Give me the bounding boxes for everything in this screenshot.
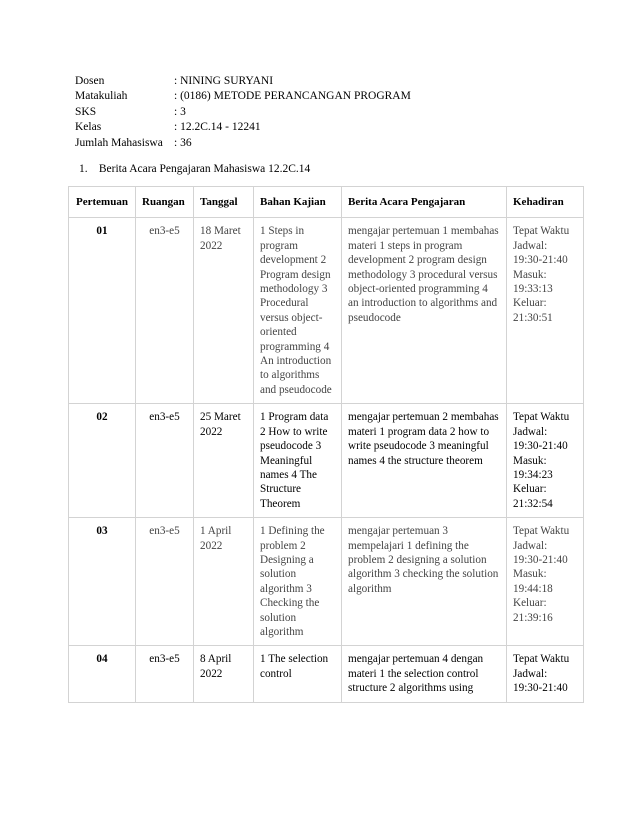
kehadiran-status: Tepat Waktu: [513, 653, 570, 666]
kehadiran-masuk: Masuk: 19:44:18: [513, 568, 553, 595]
cell-pertemuan: 04: [69, 646, 136, 702]
table-row: [69, 518, 584, 646]
cell-ruangan: en3-e5: [136, 218, 194, 404]
cell-bahan-kajian: 1 Steps in program development 2 Program design methodology 3 Procedural versus object-oriented programming 4 An introduction to algorithms and pseudocode: [254, 218, 342, 404]
cell-ruangan: en3-e5: [136, 404, 194, 518]
cell-kehadiran: [507, 218, 584, 404]
info-row-sks: [75, 105, 411, 120]
info-value: : (0186) METODE PERANCANGAN PROGRAM: [174, 90, 411, 103]
header-ruangan: Ruangan: [136, 187, 194, 218]
info-label: Kelas: [75, 121, 102, 134]
info-label: Jumlah Mahasiswa: [75, 136, 163, 149]
course-info: [75, 74, 411, 151]
table-header-row: [69, 187, 584, 218]
table-row: [69, 646, 584, 702]
cell-berita-acara: mengajar pertemuan 4 dengan materi 1 the selection control structure 2 algorithms using: [342, 646, 507, 702]
cell-berita-acara: mengajar pertemuan 1 membahas materi 1 steps in program development 2 program design methodology 3 procedural versus object-oriented programming 4 an introduction to algorithms and pseudocode: [342, 218, 507, 404]
section-number: 1.: [79, 163, 88, 175]
berita-acara-table: [68, 186, 584, 703]
cell-pertemuan: 01: [69, 218, 136, 404]
cell-tanggal: 18 Maret 2022: [194, 218, 254, 404]
info-value: : 3: [174, 105, 186, 118]
header-kehadiran: Kehadiran: [507, 187, 584, 218]
info-label: SKS: [75, 105, 97, 118]
cell-kehadiran: [507, 404, 584, 518]
info-label: Matakuliah: [75, 90, 128, 103]
cell-kehadiran: [507, 518, 584, 646]
cell-ruangan: en3-e5: [136, 646, 194, 702]
table-row: [69, 404, 584, 518]
kehadiran-status: Tepat Waktu: [513, 225, 570, 238]
kehadiran-jadwal: Jadwal: 19:30-21:40: [513, 667, 568, 695]
cell-tanggal: 25 Maret 2022: [194, 404, 254, 518]
info-label: Dosen: [75, 75, 105, 87]
cell-bahan-kajian: 1 The selection control: [254, 646, 342, 702]
kehadiran-keluar: Keluar: 21:32:54: [513, 483, 553, 510]
section-title-text: Berita Acara Pengajaran Mahasiswa 12.2C.14: [98, 163, 311, 175]
cell-pertemuan: 03: [69, 518, 136, 646]
header-pertemuan: Pertemuan: [69, 187, 136, 218]
kehadiran-status: Tepat Waktu: [513, 411, 570, 424]
info-row-dosen: [75, 74, 411, 89]
cell-bahan-kajian: 1 Program data 2 How to write pseudocode 3 Meaningful names 4 The Structure Theorem: [254, 404, 342, 518]
header-tanggal: Tanggal: [194, 187, 254, 218]
cell-pertemuan: 02: [69, 404, 136, 518]
info-row-jumlah-mahasiswa: [75, 136, 411, 151]
cell-tanggal: 8 April 2022: [194, 646, 254, 702]
kehadiran-status: Tepat Waktu: [513, 525, 570, 538]
info-value: : NINING SURYANI: [174, 75, 274, 87]
info-row-kelas: [75, 120, 411, 135]
kehadiran-jadwal: Jadwal: 19:30-21:40: [513, 425, 568, 453]
cell-kehadiran: [507, 646, 584, 702]
kehadiran-masuk: Masuk: 19:34:23: [513, 454, 553, 481]
kehadiran-keluar: Keluar: 21:39:16: [513, 597, 553, 624]
cell-berita-acara: mengajar pertemuan 3 mempelajari 1 defining the problem 2 designing a solution algorithm 3 checking the solution algorithm: [342, 518, 507, 646]
cell-berita-acara: mengajar pertemuan 2 membahas materi 1 program data 2 how to write pseudocode 3 meaningful names 4 the structure theorem: [342, 404, 507, 518]
kehadiran-jadwal: Jadwal: 19:30-21:40: [513, 539, 568, 566]
section-title: [79, 163, 310, 175]
kehadiran-masuk: Masuk: 19:33:13: [513, 268, 553, 296]
info-value: : 36: [174, 136, 192, 149]
info-value: : 12.2C.14 - 12241: [174, 121, 261, 134]
cell-tanggal: 1 April 2022: [194, 518, 254, 646]
kehadiran-keluar: Keluar: 21:30:51: [513, 297, 553, 324]
cell-ruangan: en3-e5: [136, 518, 194, 646]
kehadiran-jadwal: Jadwal: 19:30-21:40: [513, 239, 568, 267]
table-row: [69, 218, 584, 404]
header-berita-acara: Berita Acara Pengajaran: [342, 187, 507, 218]
header-bahan-kajian: Bahan Kajian: [254, 187, 342, 218]
cell-bahan-kajian: 1 Defining the problem 2 Designing a solution algorithm 3 Checking the solution algorithm: [254, 518, 342, 646]
info-row-matakuliah: [75, 89, 411, 104]
